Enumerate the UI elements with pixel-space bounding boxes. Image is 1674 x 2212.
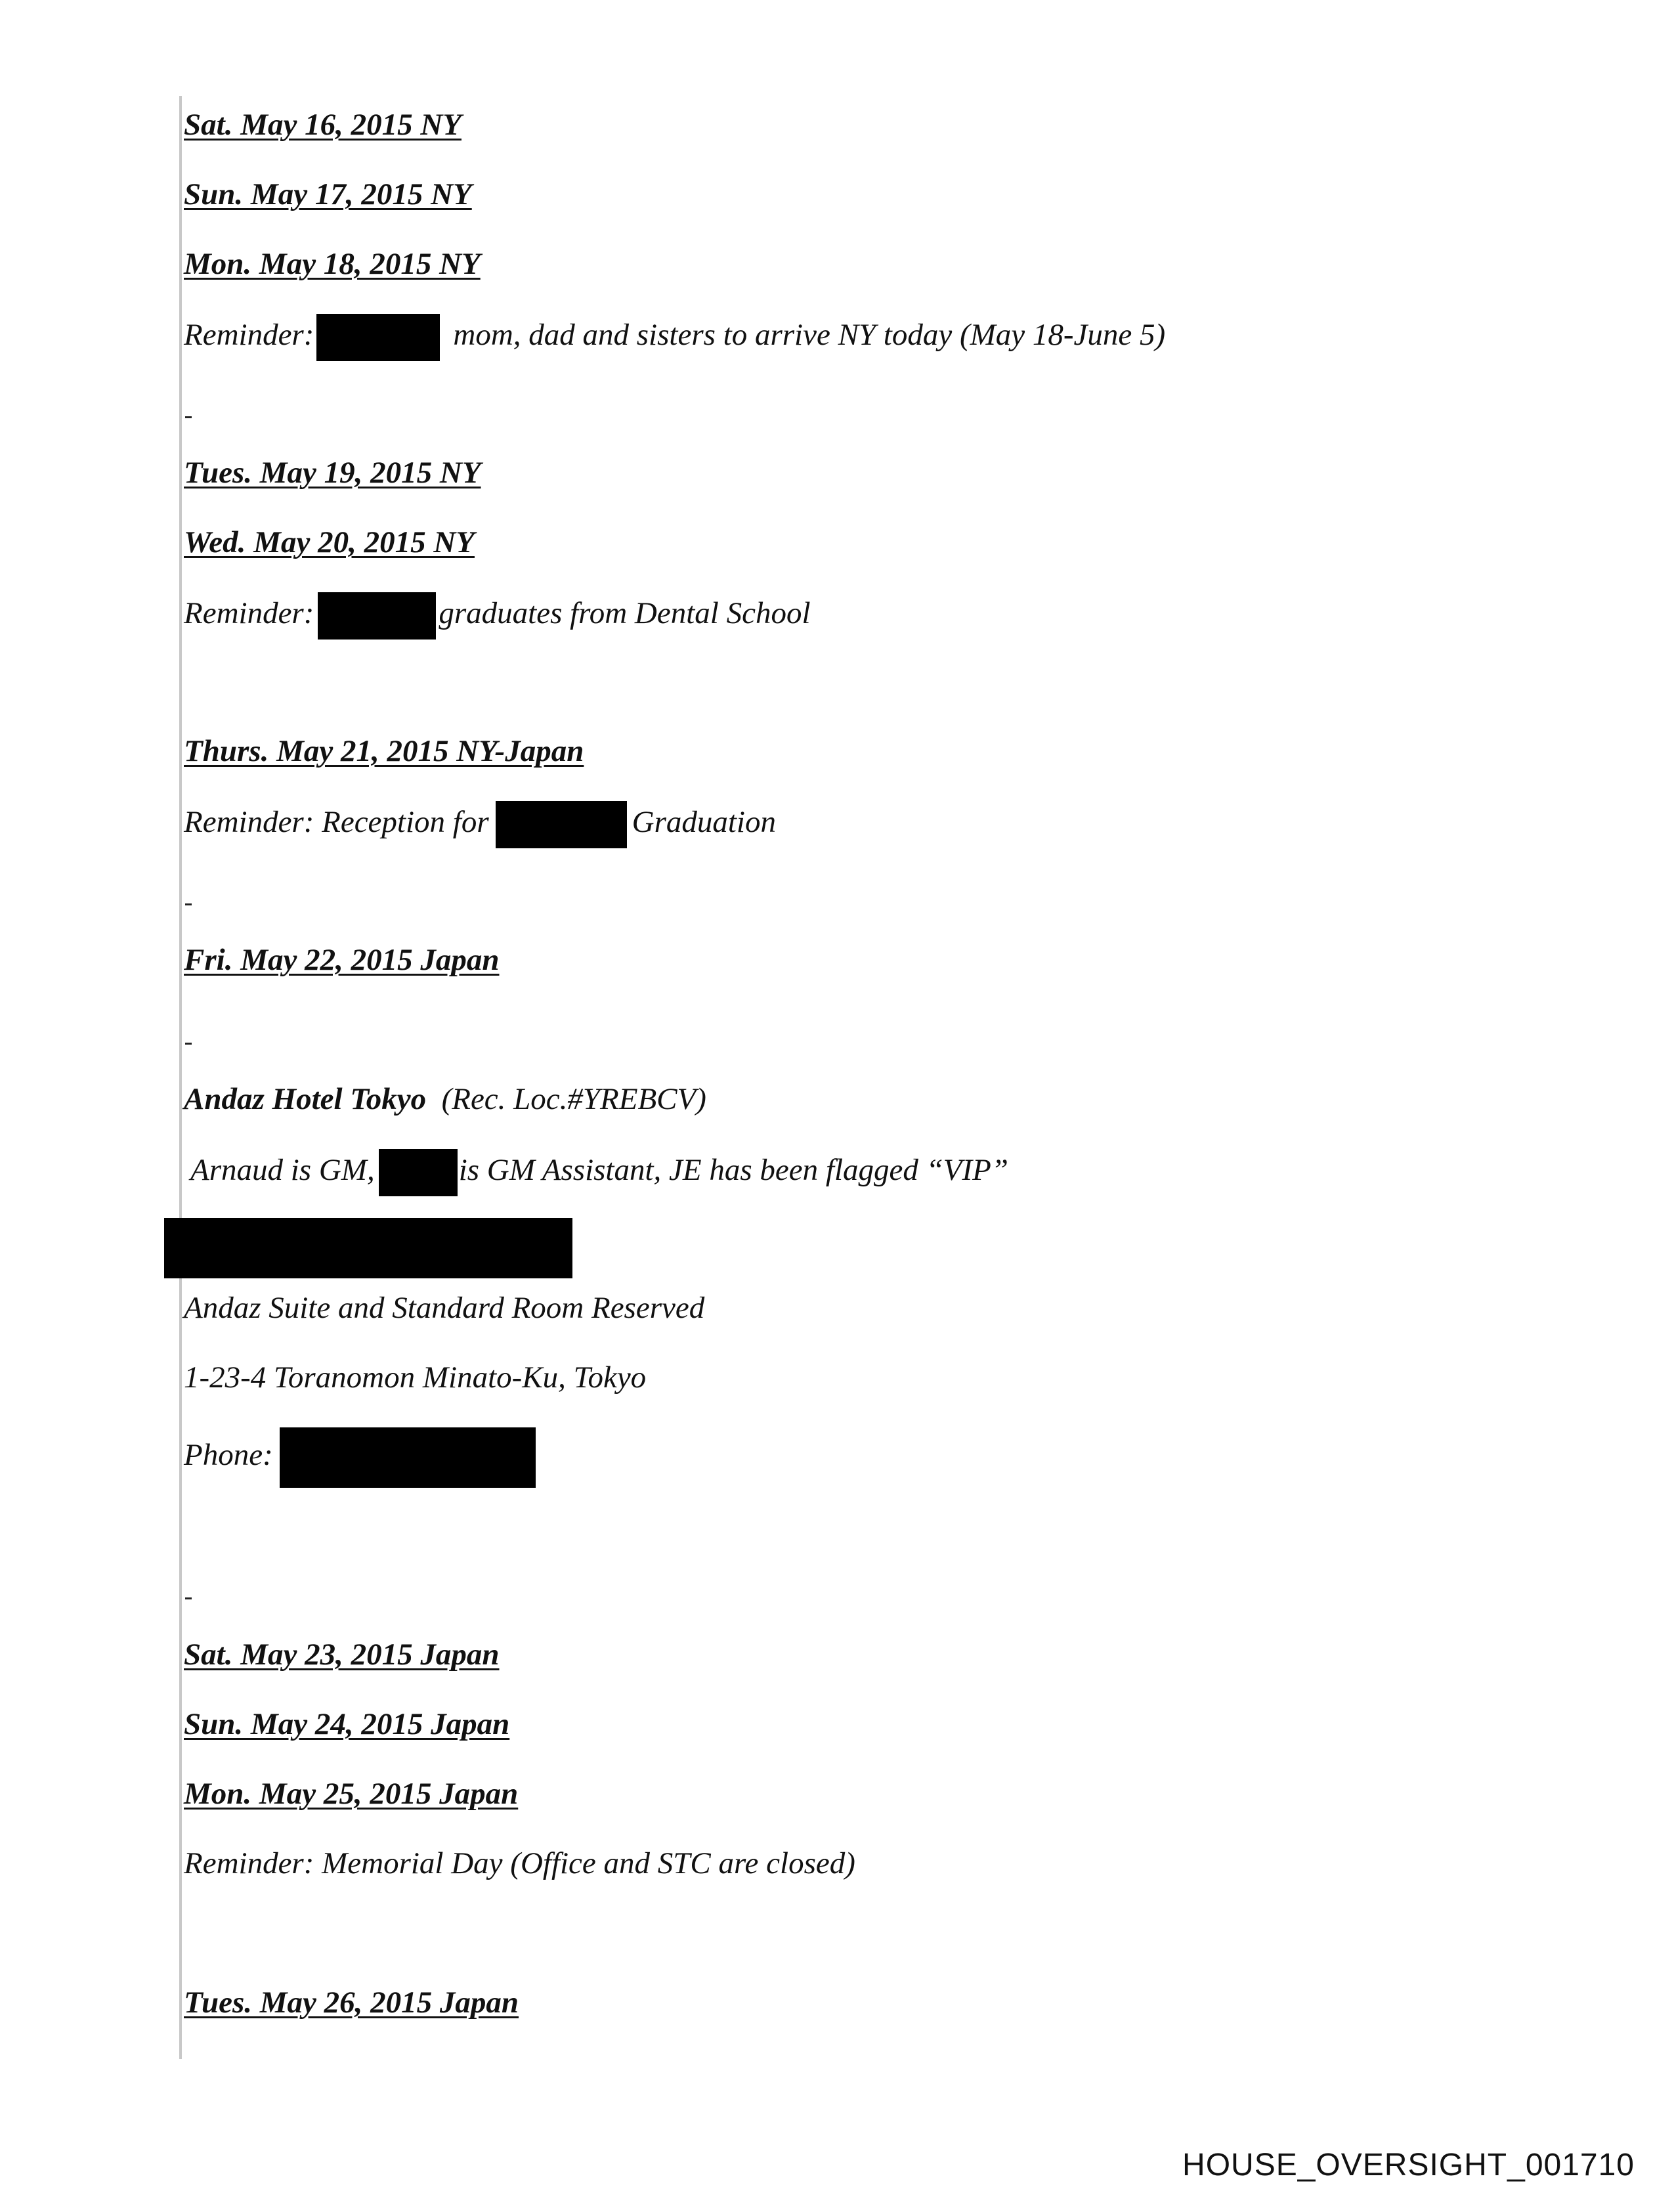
date-heading: Thurs. May 21, 2015 NY-Japan [184, 734, 584, 768]
bates-number: HOUSE_OVERSIGHT_001710 [1182, 2148, 1635, 2182]
reminder-line [184, 801, 776, 848]
date-heading: Sat. May 16, 2015 NY [184, 108, 461, 142]
vip-text: is GM Assistant, JE has been flagged “VIP” [458, 1152, 1008, 1187]
reminder-line: Reminder: Memorial Day (Office and STC are closed) [184, 1846, 855, 1880]
reminder-line [184, 592, 811, 640]
reminder-text: graduates from Dental School [439, 596, 811, 630]
redaction-box [496, 801, 627, 848]
separator-dash [185, 1043, 192, 1045]
address-line: 1-23-4 Toranomon Minato-Ku, Tokyo [184, 1360, 647, 1395]
reminder-prefix: Reminder: [184, 317, 314, 352]
date-heading: Mon. May 25, 2015 Japan [184, 1777, 519, 1811]
reminder-text: mom, dad and sisters to arrive NY today (May 18-June 5) [453, 317, 1166, 352]
record-locator: (Rec. Loc.#YREBCV) [441, 1082, 706, 1116]
reminder-line [184, 314, 1165, 361]
redaction-box [379, 1149, 458, 1196]
reminder-prefix: Reminder: [184, 596, 314, 630]
date-heading: Tues. May 19, 2015 NY [184, 456, 481, 490]
date-heading: Wed. May 20, 2015 NY [184, 525, 475, 559]
redaction-box [280, 1427, 536, 1488]
reminder-prefix: Reminder: Reception for [184, 804, 489, 839]
date-heading: Mon. May 18, 2015 NY [184, 247, 481, 281]
room-line: Andaz Suite and Standard Room Reserved [184, 1291, 705, 1325]
reminder-text: Graduation [632, 804, 776, 839]
hotel-line [184, 1079, 706, 1119]
redaction-box [164, 1218, 572, 1278]
date-heading: Sat. May 23, 2015 Japan [184, 1637, 500, 1672]
phone-label: Phone: [184, 1437, 273, 1472]
date-heading: Fri. May 22, 2015 Japan [184, 943, 500, 977]
redaction-box [316, 314, 440, 361]
separator-dash [185, 903, 192, 905]
separator-dash [185, 1597, 192, 1599]
hotel-name: Andaz Hotel Tokyo [184, 1082, 427, 1116]
date-heading: Tues. May 26, 2015 Japan [184, 1985, 519, 2020]
phone-line [184, 1427, 536, 1488]
gm-text: Arnaud is GM, [190, 1152, 375, 1187]
separator-dash [185, 416, 192, 418]
staff-line [190, 1149, 1008, 1196]
date-heading: Sun. May 24, 2015 Japan [184, 1707, 510, 1741]
date-heading: Sun. May 17, 2015 NY [184, 177, 472, 211]
redaction-box [318, 592, 436, 640]
margin-rule [179, 96, 182, 2059]
